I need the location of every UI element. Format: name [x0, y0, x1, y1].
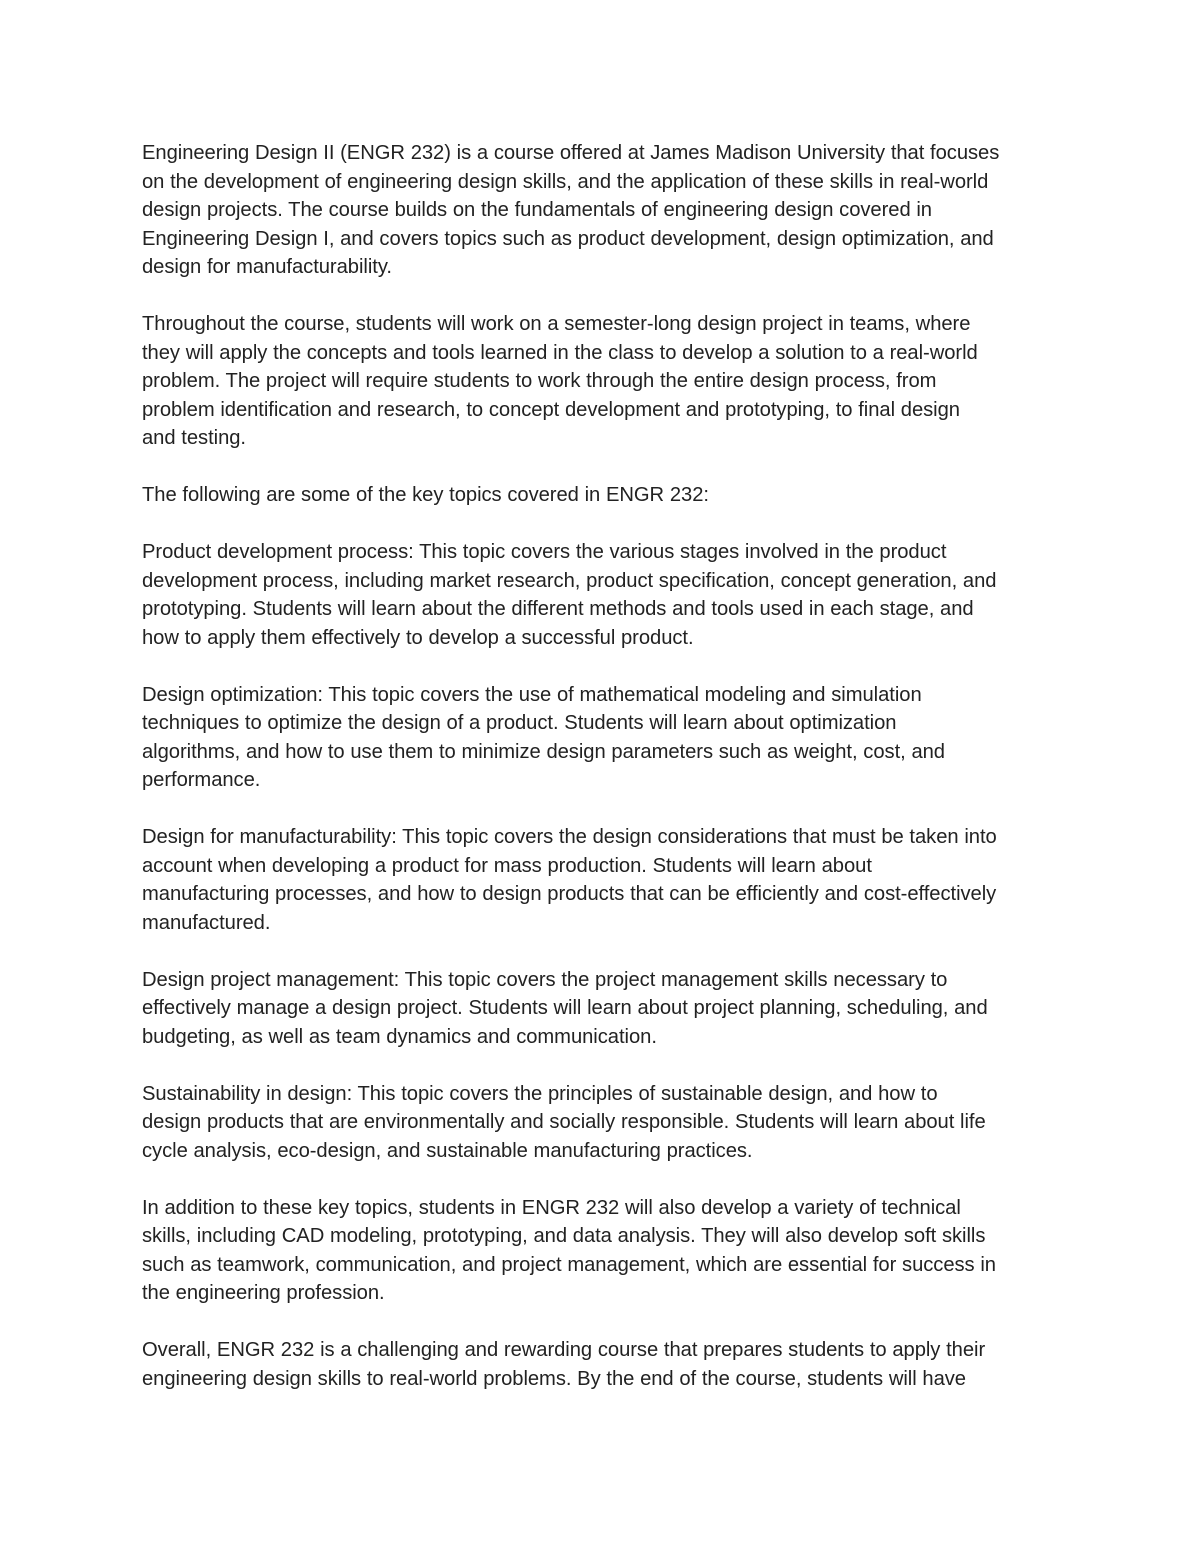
text-line: problem. The project will require students to work through the entire design process, from — [142, 370, 937, 392]
text-line: Throughout the course, students will work on a semester-long design project in teams, where — [142, 313, 971, 335]
document-body — [142, 139, 1082, 1393]
text-line: Design project management: This topic covers the project management skills necessary to — [142, 968, 948, 991]
text-line: on the development of engineering design skills, and the application of these skills in real-world — [142, 170, 989, 193]
paragraph-design-optimization — [142, 681, 1082, 795]
text-line: manufacturing processes, and how to design products that can be efficiently and cost-effectively — [142, 883, 997, 905]
text-line: design for manufacturability. — [142, 256, 392, 278]
text-line: manufactured. — [142, 911, 271, 934]
text-line: design products that are environmentally and socially responsible. Students will learn about life — [142, 1111, 986, 1133]
text-line: cycle analysis, eco-design, and sustainable manufacturing practices. — [142, 1139, 753, 1162]
paragraph-manufacturability — [142, 823, 1082, 937]
text-line: and testing. — [142, 427, 246, 449]
text-line: The following are some of the key topics covered in ENGR 232: — [142, 484, 709, 506]
text-line: skills, including CAD modeling, prototyping, and data analysis. They will also develop soft skills — [142, 1225, 986, 1247]
text-line: Product development process: This topic covers the various stages involved in the product — [142, 541, 947, 563]
text-line: engineering design skills to real-world problems. By the end of the course, students will have — [142, 1367, 966, 1390]
text-line: budgeting, as well as team dynamics and communication. — [142, 1025, 657, 1048]
text-line: account when developing a product for mass production. Students will learn about — [142, 854, 872, 877]
text-line: how to apply them effectively to develop a successful product. — [142, 626, 694, 649]
paragraph-project-management — [142, 966, 1082, 1052]
text-line: the engineering profession. — [142, 1282, 385, 1304]
text-line: Design for manufacturability: This topic covers the design considerations that must be taken into — [142, 826, 997, 848]
paragraph-product-development — [142, 538, 1082, 652]
text-line: they will apply the concepts and tools learned in the class to develop a solution to a real-world — [142, 341, 978, 364]
text-line: In addition to these key topics, students in ENGR 232 will also develop a variety of technical — [142, 1196, 961, 1219]
text-line: Overall, ENGR 232 is a challenging and rewarding course that prepares students to apply their — [142, 1339, 986, 1361]
text-line: Engineering Design II (ENGR 232) is a course offered at James Madison University that focuses — [142, 142, 1000, 164]
text-line: Engineering Design I, and covers topics such as product development, design optimization, and — [142, 227, 994, 250]
text-line: algorithms, and how to use them to minimize design parameters such as weight, cost, and — [142, 740, 945, 763]
paragraph-sustainability — [142, 1080, 1082, 1166]
paragraph-key-topics-intro — [142, 481, 1082, 510]
text-line: development process, including market research, product specification, concept generation, and — [142, 569, 997, 592]
paragraph-course-overview — [142, 139, 1082, 282]
text-line: Sustainability in design: This topic covers the principles of sustainable design, and how to — [142, 1082, 938, 1105]
text-line: prototyping. Students will learn about the different methods and tools used in each stage, and — [142, 598, 974, 620]
text-line: performance. — [142, 769, 261, 791]
paragraph-overall — [142, 1336, 1082, 1393]
text-line: Design optimization: This topic covers the use of mathematical modeling and simulation — [142, 683, 922, 706]
text-line: techniques to optimize the design of a product. Students will learn about optimization — [142, 712, 897, 734]
text-line: design projects. The course builds on the fundamentals of engineering design covered in — [142, 199, 932, 221]
paragraph-design-project — [142, 310, 1082, 453]
text-line: such as teamwork, communication, and project management, which are essential for success in — [142, 1253, 996, 1276]
paragraph-technical-skills — [142, 1194, 1082, 1308]
text-line: problem identification and research, to concept development and prototyping, to final design — [142, 398, 960, 421]
text-line: effectively manage a design project. Students will learn about project planning, scheduling, and — [142, 997, 988, 1019]
